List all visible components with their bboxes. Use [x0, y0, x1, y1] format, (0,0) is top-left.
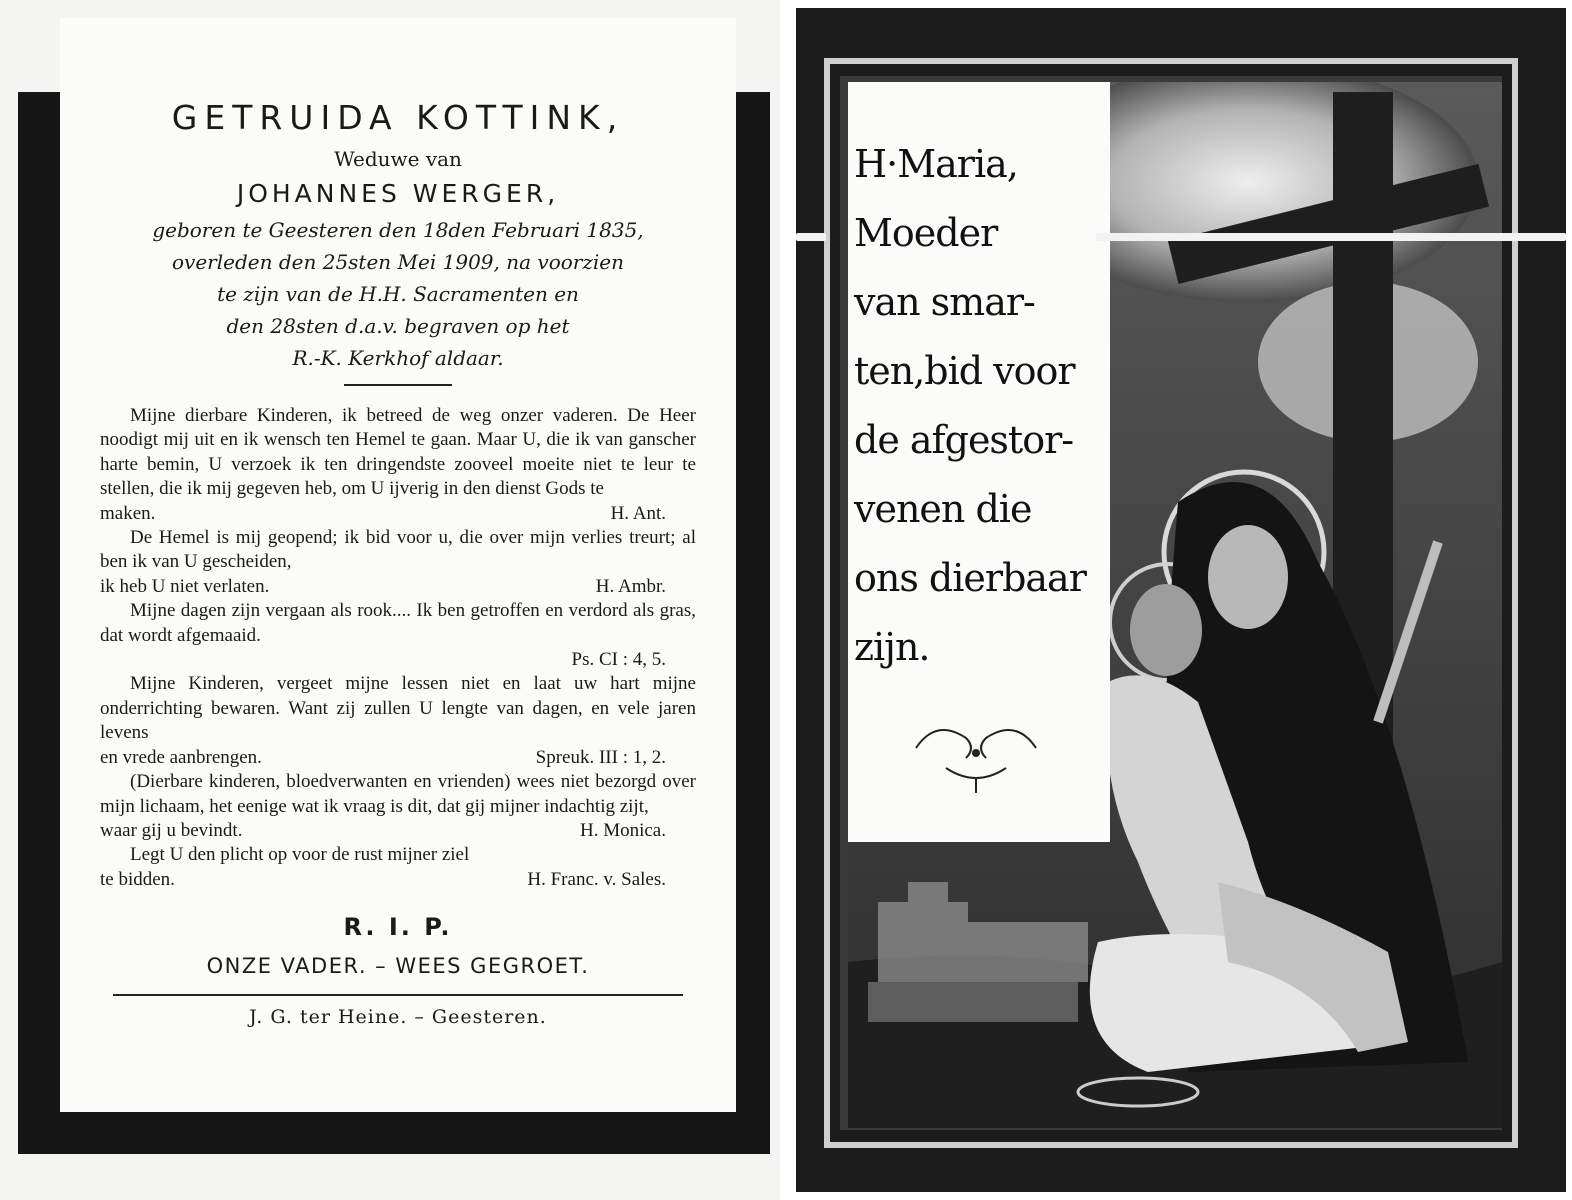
prayer-request: ONZE VADER. – WEES GEGROET.: [206, 954, 590, 979]
prayer-line: zijn.: [854, 625, 930, 669]
quote: [100, 526, 696, 599]
quote-text: Mijne dagen zijn vergaan als rook.... Ik ben getroffen en verdord als gras, dat wordt afgemaaid.: [100, 600, 696, 646]
quote-text: (Dierbare kinderen, bloedverwanten en vrienden) wees niet bezorgd over mijn lichaam, het eenige wat ik vraag is dit, dat gij mijner indachtig zijt,: [100, 771, 696, 817]
bio-line: R.-K. Kerkhof aldaar.: [292, 346, 504, 370]
rip-heading: R. I. P.: [343, 913, 453, 942]
divider: [113, 994, 683, 996]
printer-credit: J. G. ter Heine. – Geesteren.: [249, 1006, 547, 1029]
quote-source: Spreuk. III : 1, 2.: [535, 746, 666, 768]
bio-line: overleden den 25sten Mei 1909, na voorzien: [172, 250, 624, 274]
quote: [100, 770, 696, 843]
prayer-line: ons dierbaar: [854, 556, 1086, 600]
prayer-line: venen die: [854, 487, 1032, 531]
flourish-ornament: [906, 708, 1046, 798]
quote-last-line: ik heb U niet verlaten.: [100, 575, 270, 597]
quote: [100, 599, 696, 672]
prayer-text: [854, 130, 1110, 682]
quote-last-line: te bidden.: [100, 868, 175, 890]
husband-name: JOHANNES WERGER,: [236, 179, 560, 208]
quote-source: H. Ant.: [610, 502, 666, 524]
memorial-text: [100, 96, 696, 1032]
quote-source: H. Monica.: [579, 819, 666, 841]
quote-text: Legt U den plicht op voor de rust mijner ziel: [130, 844, 470, 866]
quotes: [100, 404, 696, 892]
quote-last-line: en vrede aanbrengen.: [100, 746, 262, 768]
prayer-line: de afgestor-: [854, 418, 1074, 462]
quote-last-line: waar gij u bevindt.: [100, 819, 243, 841]
deceased-name: GETRUIDA KOTTINK,: [171, 98, 625, 137]
perforation-strip: [796, 230, 1566, 244]
bio-line: geboren te Geesteren den 18den Februari 1835,: [152, 218, 644, 242]
quote-source: H. Ambr.: [595, 575, 666, 597]
prayer-line: van smar-: [854, 280, 1035, 324]
prayer-line: ten,bid voor: [854, 349, 1075, 393]
quote-text: Mijne Kinderen, vergeet mijne lessen niet en laat uw hart mijne onderrichting bewaren. Want zij zullen U lengte van dagen, en vele jaren levens: [100, 673, 696, 744]
quote: [100, 404, 696, 526]
quote-last-line: maken.: [100, 502, 156, 524]
widow-of-label: Weduwe van: [334, 147, 462, 171]
memorial-card-image-side: [796, 8, 1566, 1192]
quote-source: Ps. CI : 4, 5.: [571, 649, 666, 671]
bio-line: te zijn van de H.H. Sacramenten en: [217, 282, 579, 306]
quote-source: H. Franc. v. Sales.: [527, 868, 666, 890]
memorial-card-text-side: [0, 0, 780, 1200]
divider: [344, 384, 452, 386]
prayer-line: Moeder: [854, 211, 998, 255]
quote: [100, 672, 696, 770]
biography: [100, 214, 696, 374]
prayer-line: H·Maria,: [854, 142, 1018, 186]
quote-text: De Hemel is mij geopend; ik bid voor u, die over mijn verlies treurt; al ben ik van U gescheiden,: [100, 527, 696, 573]
bio-line: den 28sten d.a.v. begraven op het: [226, 314, 570, 338]
quote-text: Mijne dierbare Kinderen, ik betreed de weg onzer vaderen. De Heer noodigt mij uit en ik wensch ten Hemel te gaan. Maar U, die ik van ganscher harte bemin, U verzoek ik ten dringendste zooveel moeite niet te leur te stellen, die ik mij gegeven heb, om U ijverig in den dienst Gods te: [100, 405, 696, 500]
quote: [100, 843, 696, 892]
